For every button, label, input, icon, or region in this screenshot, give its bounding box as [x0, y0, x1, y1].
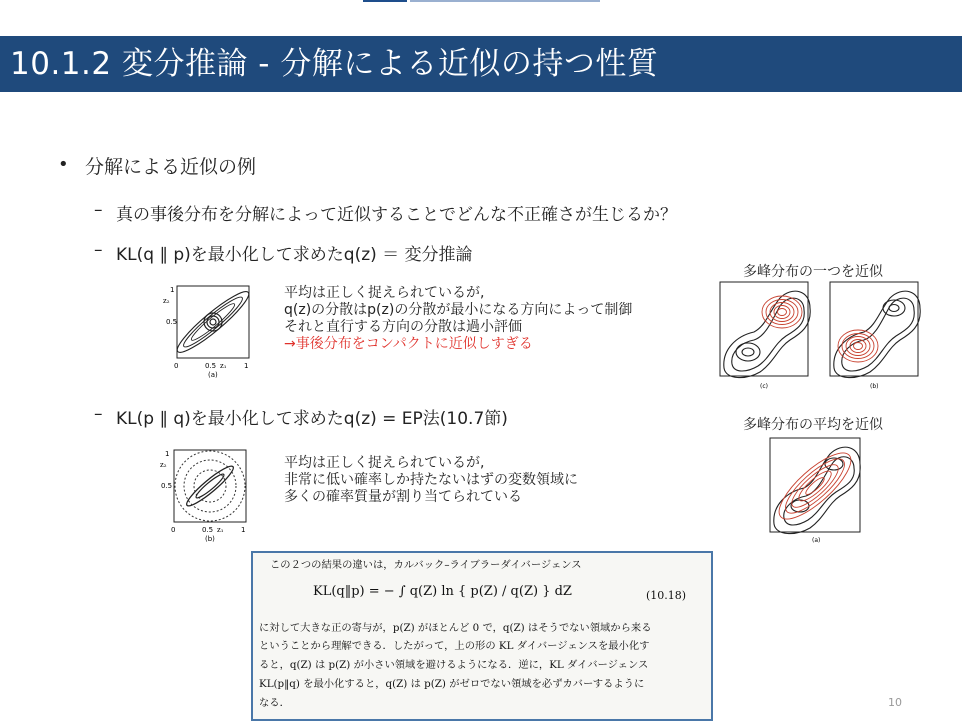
- page-number: 10: [888, 696, 902, 709]
- caption-multimodal-one: 多峰分布の一つを近似: [743, 264, 883, 280]
- svg-text:(a): (a): [812, 537, 821, 544]
- slide-title: 10.1.2 変分推論 - 分解による近似の持つ性質: [10, 46, 659, 82]
- contour-plot-a: [160, 282, 260, 378]
- svg-text:1: 1: [170, 286, 175, 294]
- svg-text:z₁: z₁: [220, 362, 227, 370]
- svg-text:(b): (b): [205, 535, 215, 542]
- note-qp: 平均は正しく捉えられているが, q(z)の分散はp(z)の分散が最小になる方向によって制御 それと直行する方向の分散は過小評価 →事後分布をコンパクトに近似しすぎる: [284, 285, 633, 352]
- excerpt-line: ると，q(Z) は p(Z) が小さい領域を避けるようになる．逆に，KL ダイバージェンス: [259, 659, 649, 671]
- contour-plot-b: [157, 446, 262, 542]
- note-pq: 平均は正しく捉えられているが, 非常に低い確率しか持たないはずの変数領域に 多くの確率質量が割り当てられている: [284, 455, 578, 505]
- multimodal-plot-a: [768, 436, 868, 546]
- svg-text:0.5: 0.5: [205, 362, 217, 370]
- excerpt-intro: この２つの結果の違いは，カルバック–ライブラーダイバージェンス: [270, 559, 582, 571]
- excerpt-line: ということから理解できる．したがって，上の形の KL ダイバージェンスを最小化す: [259, 640, 650, 652]
- svg-text:1: 1: [244, 362, 249, 370]
- svg-text:z₂: z₂: [163, 297, 170, 305]
- svg-text:0.5: 0.5: [161, 482, 173, 490]
- multimodal-plot-b: [828, 280, 932, 392]
- bullet-dot: •: [58, 154, 69, 175]
- svg-text:0: 0: [171, 526, 176, 534]
- svg-text:(b): (b): [870, 383, 879, 390]
- slide-header: [0, 36, 962, 92]
- svg-text:0.5: 0.5: [166, 318, 178, 326]
- bullet-main-text: 分解による近似の例: [85, 156, 257, 178]
- excerpt-line: なる．: [259, 697, 290, 709]
- equation-number: (10.18): [646, 589, 687, 602]
- svg-text:1: 1: [165, 450, 170, 458]
- excerpt-line: KL(p‖q) を最小化すると，q(Z) は p(Z) がゼロでない領域を必ずカバーするように: [259, 678, 645, 690]
- svg-text:(a): (a): [208, 371, 218, 378]
- svg-text:z₁: z₁: [217, 526, 224, 534]
- kl-equation: KL(q‖p) = − ∫ q(Z) ln { p(Z) / q(Z) } dZ: [313, 584, 572, 599]
- svg-text:0.5: 0.5: [202, 526, 214, 534]
- top-strip: [0, 0, 962, 2]
- multimodal-plot-c: [718, 280, 822, 392]
- excerpt-line: に対して大きな正の寄与が，p(Z) がほとんど 0 で，q(Z) はそうでない領域から来る: [259, 622, 652, 634]
- caption-multimodal-mean: 多峰分布の平均を近似: [743, 417, 883, 433]
- svg-text:0: 0: [174, 362, 179, 370]
- svg-text:z₂: z₂: [160, 461, 167, 469]
- svg-text:(c): (c): [760, 383, 768, 390]
- svg-text:1: 1: [241, 526, 246, 534]
- textbook-excerpt: [251, 551, 713, 721]
